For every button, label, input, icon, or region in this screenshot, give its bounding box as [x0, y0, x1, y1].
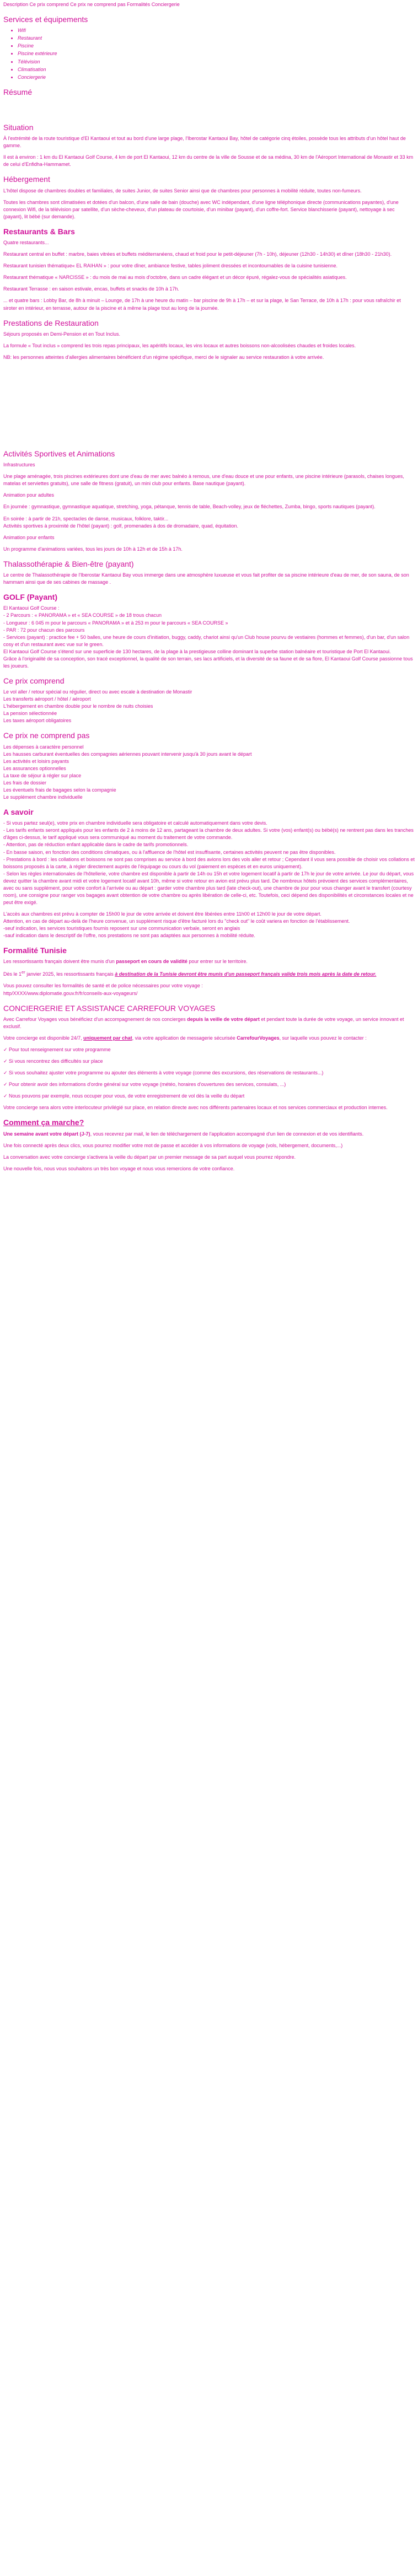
- breadcrumb-formalites[interactable]: Formalités: [127, 2, 151, 7]
- ne-comprend-title: Ce prix ne comprend pas: [3, 731, 90, 740]
- a-savoir-title: A savoir: [3, 808, 34, 817]
- resume-spacer: [3, 100, 415, 116]
- prestations-text-1: La formule « Tout inclus » comprend les trois repas principaux, les apéritifs locaux, les vins locaux et autres boissons non-alcoolisées chaudes et froides locales.: [3, 342, 356, 348]
- prestations-text-2: NB: les personnes atteintes d'allergies alimentaires bénéficient d'un régime spécifique, merci de le signaler au service restauration à votre arrivée.: [3, 354, 324, 360]
- comment-text-1b: , vous recevrez par mail, le lien de téléchargement de l'application accompagné d'un lien de connexion et de vos identifiants.: [90, 1131, 364, 1137]
- conciergerie-check-2: ✓ Si vous rencontrez des difficultés sur place: [3, 1058, 103, 1064]
- hebergement-text-2: Toutes les chambres sont climatisées et dotées d'un balcon, d'une salle de bain (douche) avec WC indépendant, d'une ligne téléphonique directe (communications payantes), d'une connexion Wifi, de la télévision par satellite, d'un sèche-cheveux, d'un plateau de courtoisie, d'un minibar (payant), d'un coffre-fort. Service blanchisserie (payant), nettoyage à sec (payant), lit bébé (sur demande).: [3, 199, 399, 219]
- conciergerie-text-2a: Votre concierge est disponible 24/7,: [3, 1035, 84, 1041]
- service-item: • Piscine extérieure: [18, 50, 415, 57]
- conciergerie-text-1b: depuis la veille de votre départ: [187, 1016, 260, 1022]
- restaurants-title: Restaurants & Bars: [3, 227, 75, 236]
- conciergerie-app-name: CarrefourVoyages: [237, 1035, 280, 1041]
- conciergerie-text-2: [3, 1035, 415, 1042]
- activites-text-5: Animation pour enfants: [3, 534, 55, 540]
- formalite-text-1a: Les ressortissants français doivent être munis d'un: [3, 959, 116, 965]
- restaurants-text-2: Restaurant tunisien thématique« EL RAIHAN » : pour votre dîner, ambiance festive, tables joliment dressées et incontournables de la cuisine tunisienne.: [3, 263, 338, 269]
- situation-text-1: À l'extrémité de la route touristique d'El Kantaoui et tout au bord d'une large plage, l'Iberostar Kantaoui Bay, hôtel de catégorie cinq étoiles, possède tous les attributs d'un hôtel haut de gamme.: [3, 136, 406, 149]
- services-list: [3, 27, 415, 80]
- formalite-sup: er: [22, 970, 25, 975]
- page: [0, 0, 418, 1181]
- comment-title: Comment ça marche?: [3, 1118, 84, 1127]
- formalite-text-2a: Dès le 1: [3, 971, 22, 977]
- service-item: • Climatisation: [18, 66, 415, 73]
- activites-text-3: En journée : gymnastique, gymnastique aquatique, stretching, yoga, pétanque, tennis de table, Beach-volley, jeux de fléchettes, Zumba, bingo, sports nautiques (payant).: [3, 504, 376, 510]
- golf-title: GOLF (Payant): [3, 593, 58, 602]
- formalite-text-2: [3, 970, 415, 978]
- conciergerie-check-3: ✓ Si vous souhaitez ajuster votre programme ou ajouter des éléments à votre voyage (comme des excursions, des réservations de restaurants...): [3, 1070, 324, 1076]
- service-item: • Restaurant: [18, 35, 415, 42]
- conciergerie-text-1a: Avec Carrefour Voyages vous bénéficiez d'un accompagnement de nos concierges: [3, 1016, 187, 1022]
- comment-j7-emphasis: Une semaine avant votre départ (J-7): [3, 1131, 90, 1137]
- breadcrumb-conciergerie[interactable]: Conciergerie: [151, 2, 180, 7]
- restaurants-text-3: Restaurant thématique « NARCISSE » : du mois de mai au mois d'octobre, dans un cadre élégant et un décor épuré, régalez-vous de spécialités asiatiques.: [3, 275, 347, 281]
- situation-text-2: Il est à environ : 1 km du El Kantaoui Golf Course, 4 km de port El Kantaoui, 12 km du centre de la ville de Sousse et de sa médina, 30 km de l'Aéroport International de Monastir et 33 km de celui d'Enfidha-Hammamet.: [3, 154, 414, 168]
- service-item: • Piscine: [18, 42, 415, 50]
- comment-text-2: Une fois connecté après deux clics, vous pourrez modifier votre mot de passe et accéder à vos informations de voyage (vols, hébergement, documents,...): [3, 1142, 343, 1148]
- conciergerie-text-1c: et pendant toute la durée de votre voyage, un service innovant et exclusif.: [3, 1016, 404, 1029]
- restaurants-text-1: Restaurant central en buffet : marbre, baies vitrées et buffets méditerranéens, chaud et froid pour le petit-déjeuner (7h - 10h), déjeuner (12h30 - 14h30) et dîner (18h30 - 21h30).: [3, 251, 392, 257]
- prestations-intro: Séjours proposés en Demi-Pension et en Tout Inclus.: [3, 331, 120, 337]
- thalasso-title: Thalassothérapie & Bien-être (payant): [3, 559, 134, 568]
- comprend-title: Ce prix comprend: [3, 676, 65, 685]
- restaurants-intro: Quatre restaurants...: [3, 240, 49, 246]
- formalite-passport-rule: à destination de la Tunisie devront être munis d'un passeport français valide trois mois après la date de retour.: [115, 971, 377, 977]
- breadcrumb-ce-prix-ne-comprend-pas[interactable]: Ce prix ne comprend pas: [70, 2, 126, 7]
- hebergement-title: Hébergement: [3, 175, 50, 184]
- conciergerie-check-5: ✓ Nous pouvons par exemple, nous occuper pour vous, de votre enregistrement de vol dès la veille du départ: [3, 1093, 245, 1099]
- prestations-title: Prestations de Restauration: [3, 318, 99, 327]
- restaurants-text-4: Restaurant Terrasse : en saison estivale, encas, buffets et snacks de 10h à 17h.: [3, 286, 179, 292]
- formalite-passport-emphasis: passeport en cours de validité: [116, 959, 187, 965]
- service-item: • Conciergerie: [18, 74, 415, 81]
- conciergerie-check-1: ✓ Pour tout renseignement sur votre programme: [3, 1047, 111, 1052]
- breadcrumb-ce-prix-comprend[interactable]: Ce prix comprend: [29, 2, 69, 7]
- activites-text-1: Une plage aménagée, trois piscines extérieures dont une d'eau de mer avec balnéo à remous, une d'eau douce et une pour enfants, une piscine intérieure (parasols, chaises longues, matelas et serviettes gratuits), une salle de fitness (gratuit), un mini club pour enfants. Base nautique (payant).: [3, 474, 404, 487]
- conciergerie-chat-emphasis: uniquement par chat: [83, 1035, 132, 1041]
- a-savoir-text-2: L'accès aux chambres est prévu à compter de 15h00 le jour de votre arrivée et doivent être libérées entre 11h00 et 12h00 le jour de votre départ. Attention, en cas de départ au-delà de l'heure convenue, un supplément risque d'être facturé lors du "check out" le coût variera en fonction de l'établissement. -seuf indication, les services touristiques fournis reposent sur une communication verbale, seront en anglais -sauf indication dans le descriptif de l'offre, nos prestations ne sont pas adaptées aux personnes à mobilité réduite.: [3, 911, 350, 939]
- conciergerie-text-1: [3, 1016, 415, 1030]
- breadcrumb: [3, 1, 415, 8]
- conciergerie-text-2e: , sur laquelle vous pouvez le contacter :: [279, 1035, 367, 1041]
- conciergerie-title: CONCIERGERIE ET ASSISTANCE CARREFOUR VOYAGES: [3, 1003, 216, 1013]
- activites-intro: Infrastructures: [3, 462, 35, 468]
- formalite-text-2b: janvier 2025, les ressortissants français: [25, 971, 115, 977]
- activites-text-6: Un programme d'animations variées, tous les jours de 10h à 12h et de 15h à 17h.: [3, 546, 183, 552]
- ne-comprend-list: Les dépenses à caractère personnel Les hausses carburant éventuelles des compagnies aériennes pouvant intervenir jusqu'à 30 jours avant le départ Les activités et loisirs payants Les assurances optionnelles La taxe de séjour à régler sur place Les frais de dossier Les éventuels frais de bagages selon la compagnie Le supplément chambre individuelle: [3, 744, 252, 800]
- activites-spacer: [3, 365, 415, 443]
- a-savoir-text-1: - Si vous partez seul(e), votre prix en chambre individuelle sera obligatoire et calculé automatiquement dans votre devis. - Les tarifs enfants seront appliqués pour les enfants de 2 à moins de 12 ans, partageant la chambre de deux adultes. Si votre (vos) enfant(s) ou bébé(s) ne rentrent pas dans les tranches d'âges ci-dessus, le tarif appliqué vous sera communiqué au moment du traitement de votre commande. - Attention, pas de réduction enfant applicable dans le cadre de tarifs promotionnels. - En basse saison, en fonction des conditions climatiques, ou à l'affluence de l'hôtel est insuffisante, certaines activités peuvent ne pas être disponibles. - Prestations à bord : les collations et boissons ne sont pas comprises au service à bord des avions lors des vols aller et retour ; Cependant il vous sera possible de choisir vos collations et boissons proposés à la carte, à régler directement auprès de l'équipage ou cours du vol (paiement en espèces et en euros uniquement). - Selon les règles internationales de l'hôtellerie, votre chambre est disponible à partir de 14h ou 15h et votre logement locatif à partir de 17h le jour de votre arrivée. Le jour du départ, vous devez quitter la chambre avant midi et votre logement locatif avant 10h, même si votre retour en avion est prévu plus tard. De nombreux hôtels prévoient des services complémentaires, avec ou sans supplément, pour votre confort à l'arrivée ou au départ : garder votre chambre plus tard (late check-out), une chambre de jour pour vous changer avant le transfert (courtesy room), une consigne pour ranger vos bagages avant obtention de votre chambre ou après libération de celle-ci, etc. Toutefois, ceci dépend des disponibilités et circonstances locales et ne peut être exigé.: [3, 820, 415, 905]
- conciergerie-text-3: Votre concierge sera alors votre interlocuteur privilégié sur place, en relation directe avec nos différents partenaires locaux et nos services commerciaux et production internes.: [3, 1105, 388, 1111]
- comment-text-3: La conversation avec votre concierge s'activera la veille du départ par un premier message de sa part auquel vous pourrez répondre.: [3, 1154, 296, 1160]
- thalasso-text-1: Le centre de Thalassothérapie de l'Iberostar Kantaoui Bay vous immerge dans une atmosphère luxueuse et vous fait profiter de sa piscine intérieure d'eau de mer, de son sauna, de son hammam ainsi que de ses cabines de massage .: [3, 572, 409, 585]
- service-item: • Télévision: [18, 58, 415, 66]
- resume-title: Résumé: [3, 87, 33, 96]
- hebergement-text-1: L'hôtel dispose de chambres doubles et familiales, de suites Junior, de suites Senior ainsi que de chambres pour personnes à mobilité réduite, toutes non-fumeurs.: [3, 187, 362, 193]
- situation-title: Situation: [3, 122, 34, 132]
- comprend-list: Le vol aller / retour spécial ou régulier, direct ou avec escale à destination de Monastir Les transferts aéroport / hôtel / aéroport L'hébergement en chambre double pour le nombre de nuits choisies La pension sélectionnée Les taxes aéroport obligatoires: [3, 689, 192, 724]
- comment-text-1: [3, 1131, 415, 1138]
- activites-text-4: En soirée : à partir de 21h, spectacles de danse, musicaux, folklore, taktir... Activités sportives à proximité de l'hôtel (payant) : golf, promenades à dos de dromadaire, quad, équitation.: [3, 515, 238, 529]
- service-item: • Wifi: [18, 27, 415, 34]
- services-title: Services et équipements: [3, 15, 88, 24]
- golf-text-1: El Kantaoui Golf Course : - 2 Parcours : « PANORAMA » et « SEA COURSE » de 18 trous chacun - Longueur : 6 045 m pour le parcours « PANORAMA » et à 253 m pour le parcours « SEA COURSE » - PAR : 72 pour chacun des parcours - Services (payant) : practice fee + 50 balles, une heure de cours d'initiation, buggy, caddy, chariot ainsi qu'un Club house pourvu de vestiaires (hommes et femmes), d'un bar, d'un salon cosy et d'un restaurant avec vue sur le green. El Kantaoui Golf Course s'étend sur une superficie de 130 hectares, de la plage à la prestigieuse colline dominant la superbe station balnéaire et touristique de Port El Kantaoui. Grâce à l'originalité de sa conception, son tracé exceptionnel, la qualité de son terrain, ses lacs artificiels, et la diversité de sa faune et de sa flore, El Kantaoui Golf Course passionne tous les joueurs.: [3, 605, 413, 669]
- comment-text-4: Une nouvelle fois, nous vous souhaitons un très bon voyage et nous vous remercions de votre confiance.: [3, 1165, 235, 1171]
- formalite-text-1: [3, 958, 415, 965]
- activites-title: Activités Sportives et Animations: [3, 449, 115, 458]
- conciergerie-text-2c: , via votre application de messagerie sécurisée: [132, 1035, 237, 1041]
- breadcrumb-description[interactable]: Description: [3, 2, 29, 7]
- activites-text-2: Animation pour adultes: [3, 492, 55, 498]
- formalite-text-1c: pour entrer sur le territoire.: [187, 959, 248, 965]
- formalite-text-3: Vous pouvez consulter les formalités de santé et de police nécessaires pour votre voyage : http/XXXX/www.diplomatie.gouv.fr/fr/conseils-aux-voyageurs/: [3, 983, 203, 996]
- restaurants-text-5: ... et quatre bars : Lobby Bar, de 8h à minuit – Lounge, de 17h à une heure du matin – bar piscine de 9h à 17h – et sur la plage, le San Terrace, de 10h à 17h : pour vous rafraîchir et siroter en intérieur, en terrasse, autour de la piscine et à même la plage tout au long de la journée.: [3, 298, 401, 311]
- conciergerie-check-4: ✓ Pour obtenir avoir des informations d'ordre général sur votre voyage (météo, horaires d'ouvertures des services, consulats, ...): [3, 1082, 286, 1088]
- formalite-title: Formalité Tunisie: [3, 946, 67, 955]
